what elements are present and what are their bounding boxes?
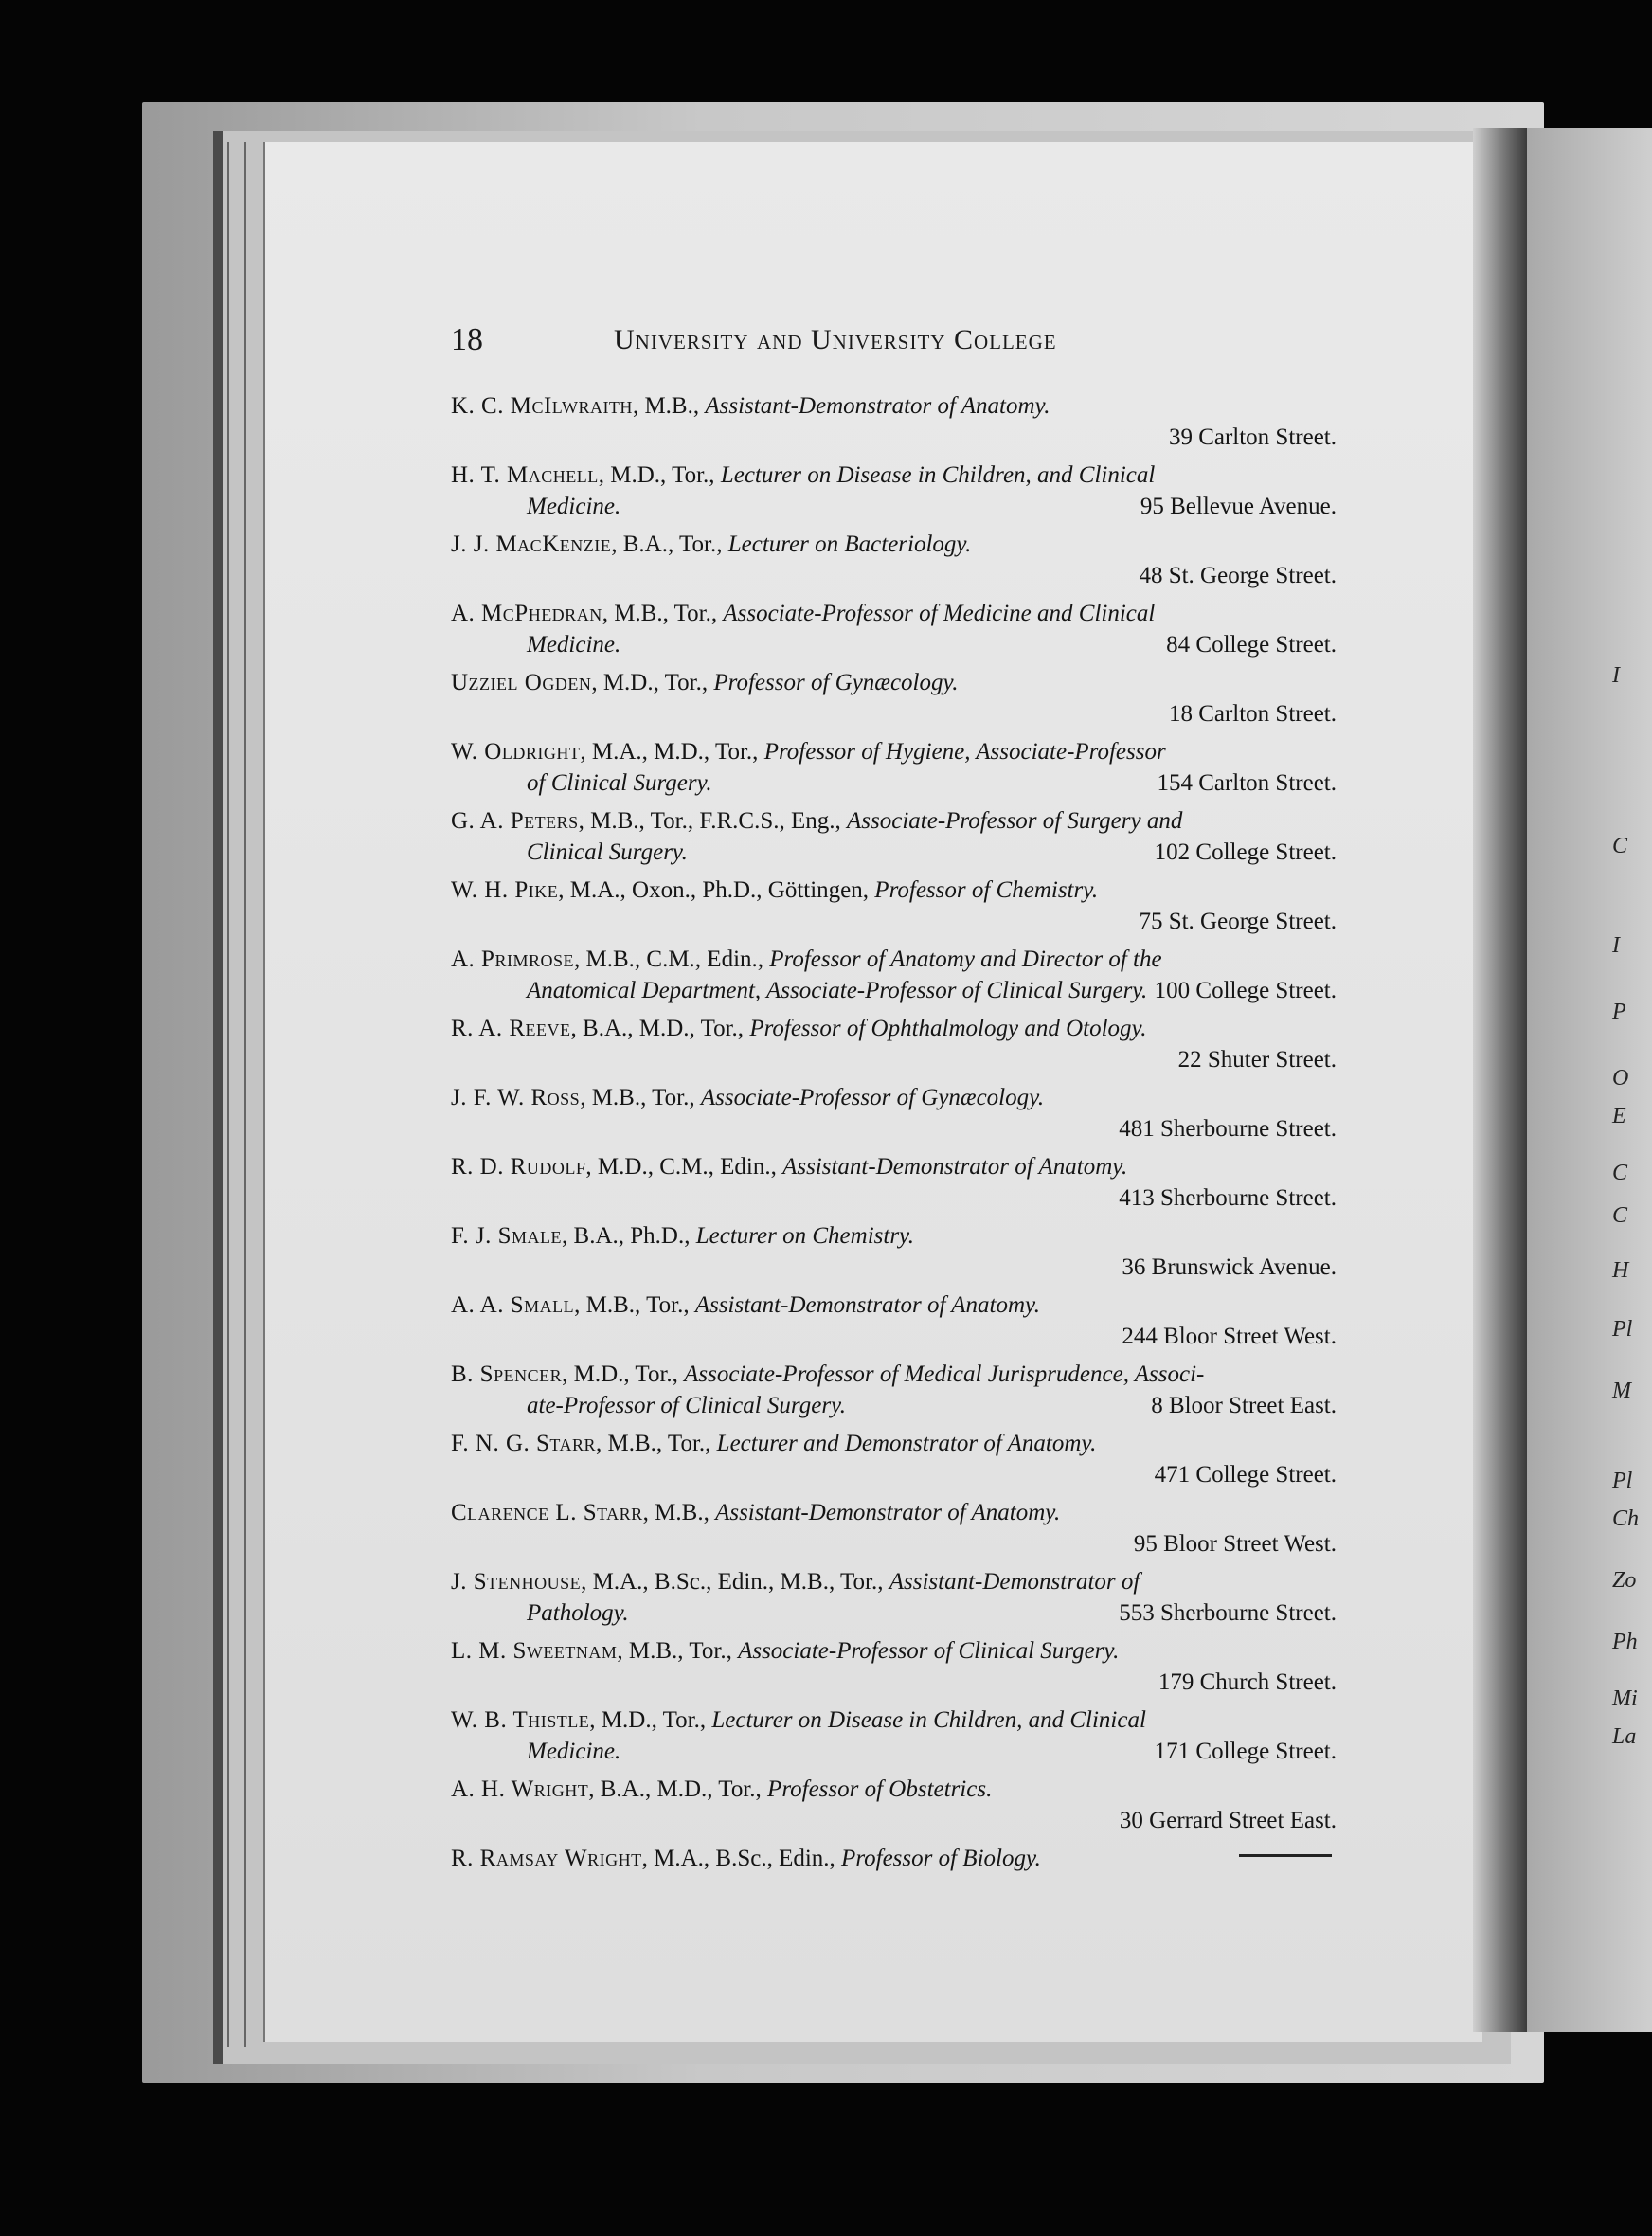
entry-name: R. A. Reeve bbox=[451, 1016, 571, 1041]
entry-second-line bbox=[451, 1182, 1337, 1214]
facing-page-fragment: E bbox=[1612, 1104, 1626, 1128]
facing-page-fragment: P bbox=[1612, 1000, 1626, 1024]
entry-first-line bbox=[451, 1428, 1337, 1459]
list-item bbox=[451, 390, 1337, 453]
entry-qualifications: , M.B., C.M., Edin., bbox=[573, 947, 770, 972]
list-item bbox=[451, 1843, 1337, 1874]
entry-name: Clarence L. Starr bbox=[451, 1500, 643, 1525]
entry-qualifications: , M.D., C.M., Edin., bbox=[585, 1154, 783, 1180]
entry-first-line bbox=[451, 529, 1337, 560]
page-edge-line bbox=[244, 142, 246, 2047]
list-item bbox=[451, 1082, 1337, 1145]
entry-role-continuation: Medicine. bbox=[527, 494, 621, 519]
entry-second-line bbox=[451, 491, 1337, 522]
entry-second-line bbox=[451, 1113, 1337, 1145]
entry-role-continuation: Pathology. bbox=[527, 1600, 629, 1626]
entry-second-line bbox=[451, 1044, 1337, 1075]
entry-second-line bbox=[451, 698, 1337, 730]
entry-name: K. C. McIlwraith bbox=[451, 393, 633, 419]
end-rule bbox=[1239, 1854, 1332, 1857]
entry-first-line bbox=[451, 875, 1337, 906]
facing-page-fragment: C bbox=[1612, 834, 1628, 858]
list-item bbox=[451, 529, 1337, 591]
entry-role-continuation: of Clinical Surgery. bbox=[527, 770, 712, 796]
entry-name: A. Primrose bbox=[451, 947, 574, 972]
entry-second-line bbox=[451, 767, 1337, 799]
entry-role: Assistant-Demonstrator of Anatomy. bbox=[715, 1500, 1061, 1525]
facing-page-fragment: H bbox=[1612, 1258, 1629, 1283]
entry-address: 75 St. George Street. bbox=[1139, 909, 1337, 934]
list-item bbox=[451, 1774, 1337, 1836]
facing-page-fragment: Pl bbox=[1612, 1317, 1633, 1342]
entry-name: F. J. Smale bbox=[451, 1223, 563, 1249]
entry-address: 100 College Street. bbox=[1154, 978, 1337, 1003]
entry-first-line bbox=[451, 598, 1337, 629]
entry-address: 179 Church Street. bbox=[1158, 1669, 1337, 1695]
entry-role: Professor of Chemistry. bbox=[874, 877, 1099, 903]
entry-name: B. Spencer bbox=[451, 1361, 563, 1387]
entry-role: Lecturer on Disease in Children, and Clinical bbox=[720, 462, 1156, 488]
entry-name: A. McPhedran bbox=[451, 601, 602, 626]
facing-page-fragment: O bbox=[1612, 1066, 1629, 1091]
entry-role: Associate-Professor of Clinical Surgery. bbox=[738, 1638, 1120, 1664]
entry-second-line bbox=[451, 422, 1337, 453]
entry-first-line bbox=[451, 1359, 1337, 1390]
entry-role: Associate-Professor of Surgery and bbox=[847, 808, 1183, 834]
entry-qualifications: , M.B., Tor., bbox=[617, 1638, 739, 1664]
entry-name: W. B. Thistle bbox=[451, 1707, 590, 1733]
facing-page-fragment: I bbox=[1612, 933, 1620, 958]
entry-address: 102 College Street. bbox=[1154, 839, 1337, 865]
entry-address: 39 Carlton Street. bbox=[1168, 424, 1337, 450]
list-item bbox=[451, 1635, 1337, 1698]
entry-second-line bbox=[451, 1736, 1337, 1767]
entry-qualifications: , M.B., bbox=[632, 393, 706, 419]
entry-address: 413 Sherbourne Street. bbox=[1119, 1185, 1337, 1211]
facing-page-fragment: Zo bbox=[1612, 1568, 1637, 1593]
entry-role-continuation: ate-Professor of Clinical Surgery. bbox=[527, 1393, 847, 1418]
entry-address: 171 College Street. bbox=[1154, 1739, 1337, 1764]
entry-first-line bbox=[451, 1289, 1337, 1321]
entry-name: W. H. Pike bbox=[451, 877, 559, 903]
entry-address: 481 Sherbourne Street. bbox=[1119, 1116, 1337, 1142]
list-item bbox=[451, 460, 1337, 522]
page-number: 18 bbox=[451, 322, 483, 357]
entry-name: W. Oldright bbox=[451, 739, 581, 765]
entry-role: Assistant-Demonstrator of Anatomy. bbox=[694, 1292, 1040, 1318]
entry-qualifications: , M.D., Tor., bbox=[591, 670, 714, 695]
entry-first-line bbox=[451, 805, 1337, 837]
entry-first-line bbox=[451, 1774, 1337, 1805]
entry-role: Lecturer on Chemistry. bbox=[695, 1223, 915, 1249]
entry-qualifications: , M.B., Tor., bbox=[595, 1431, 717, 1456]
entry-qualifications: , B.A., M.D., Tor., bbox=[570, 1016, 750, 1041]
facing-page-fragment: La bbox=[1612, 1724, 1637, 1749]
entry-first-line bbox=[451, 1220, 1337, 1252]
entry-qualifications: , B.A., Tor., bbox=[611, 532, 728, 557]
list-item bbox=[451, 805, 1337, 868]
entry-qualifications: , M.D., Tor., bbox=[598, 462, 721, 488]
entry-name: Uzziel Ogden bbox=[451, 670, 592, 695]
entry-second-line bbox=[451, 1321, 1337, 1352]
facing-page-fragment: Ch bbox=[1612, 1506, 1640, 1531]
list-item bbox=[451, 1704, 1337, 1767]
list-item bbox=[451, 875, 1337, 937]
entry-role-continuation: Medicine. bbox=[527, 1739, 621, 1764]
facing-page-fragment: Pl bbox=[1612, 1469, 1633, 1493]
entry-address: 22 Shuter Street. bbox=[1177, 1047, 1337, 1073]
entry-role: Assistant-Demonstrator of Anatomy. bbox=[782, 1154, 1128, 1180]
entry-second-line bbox=[451, 1667, 1337, 1698]
entry-role: Professor of Ophthalmology and Otology. bbox=[749, 1016, 1147, 1041]
entry-address: 553 Sherbourne Street. bbox=[1119, 1600, 1337, 1626]
facing-page-fragment: Mi bbox=[1612, 1686, 1638, 1711]
entry-role: Professor of Anatomy and Director of the bbox=[769, 947, 1162, 972]
entry-second-line bbox=[451, 1252, 1337, 1283]
faculty-list bbox=[451, 390, 1337, 1881]
list-item bbox=[451, 667, 1337, 730]
entry-role: Associate-Professor of Gynæcology. bbox=[700, 1085, 1045, 1110]
entry-role: Lecturer on Disease in Children, and Clinical bbox=[711, 1707, 1146, 1733]
list-item bbox=[451, 1359, 1337, 1421]
entry-name: L. M. Sweetnam bbox=[451, 1638, 618, 1664]
running-header bbox=[451, 322, 1322, 360]
entry-first-line bbox=[451, 390, 1337, 422]
entry-role: Associate-Professor of Medicine and Clinical bbox=[723, 601, 1156, 626]
book-gutter bbox=[1473, 128, 1530, 2032]
entry-second-line bbox=[451, 560, 1337, 591]
entry-qualifications: , M.B., Tor., bbox=[602, 601, 724, 626]
running-title: University and University College bbox=[614, 324, 1057, 355]
entry-name: R. D. Rudolf bbox=[451, 1154, 586, 1180]
entry-address: 30 Gerrard Street East. bbox=[1119, 1808, 1337, 1833]
entry-first-line bbox=[451, 667, 1337, 698]
entry-qualifications: , M.A., Oxon., Ph.D., Göttingen, bbox=[558, 877, 875, 903]
entry-role-continuation: Anatomical Department, Associate-Professor of Clinical Surgery. bbox=[527, 978, 1148, 1003]
entry-name: J. F. W. Ross bbox=[451, 1085, 581, 1110]
list-item bbox=[451, 1289, 1337, 1352]
list-item bbox=[451, 1566, 1337, 1629]
list-item bbox=[451, 1497, 1337, 1560]
facing-page-fragment: C bbox=[1612, 1161, 1628, 1185]
entry-role: Professor of Obstetrics. bbox=[767, 1776, 993, 1802]
entry-first-line bbox=[451, 1704, 1337, 1736]
facing-page-fragment: C bbox=[1612, 1203, 1628, 1228]
entry-role: Assistant-Demonstrator of Anatomy. bbox=[705, 393, 1050, 419]
entry-second-line bbox=[451, 1390, 1337, 1421]
entry-qualifications: , M.B., Tor., bbox=[574, 1292, 695, 1318]
facing-page-fragment: M bbox=[1612, 1379, 1631, 1403]
entry-first-line bbox=[451, 460, 1337, 491]
entry-address: 244 Bloor Street West. bbox=[1122, 1324, 1337, 1349]
page-edge-line bbox=[227, 142, 229, 2047]
entry-second-line bbox=[451, 1597, 1337, 1629]
entry-qualifications: , M.B., Tor., bbox=[580, 1085, 701, 1110]
entry-address: 8 Bloor Street East. bbox=[1151, 1393, 1337, 1418]
entry-second-line bbox=[451, 629, 1337, 660]
list-item bbox=[451, 1013, 1337, 1075]
entry-qualifications: , M.B., bbox=[642, 1500, 716, 1525]
entry-name: R. Ramsay Wright bbox=[451, 1846, 642, 1871]
entry-role: Professor of Gynæcology. bbox=[713, 670, 959, 695]
entry-qualifications: , M.D., Tor., bbox=[589, 1707, 712, 1733]
entry-address: 95 Bloor Street West. bbox=[1133, 1531, 1337, 1557]
entry-address: 95 Bellevue Avenue. bbox=[1140, 494, 1337, 519]
list-item bbox=[451, 736, 1337, 799]
entry-address: 154 Carlton Street. bbox=[1157, 770, 1337, 796]
entry-second-line bbox=[451, 1805, 1337, 1836]
entry-name: H. T. Machell bbox=[451, 462, 599, 488]
entry-qualifications: , M.D., Tor., bbox=[562, 1361, 685, 1387]
entry-second-line bbox=[451, 1528, 1337, 1560]
entry-first-line bbox=[451, 1635, 1337, 1667]
entry-qualifications: , M.B., Tor., F.R.C.S., Eng., bbox=[578, 808, 847, 834]
entry-first-line bbox=[451, 1566, 1337, 1597]
entry-address: 471 College Street. bbox=[1154, 1462, 1337, 1488]
list-item bbox=[451, 598, 1337, 660]
entry-qualifications: , M.A., B.Sc., Edin., bbox=[641, 1846, 842, 1871]
entry-role: Professor of Biology. bbox=[841, 1846, 1041, 1871]
entry-first-line bbox=[451, 736, 1337, 767]
entry-role: Professor of Hygiene, Associate-Professor bbox=[763, 739, 1166, 765]
facing-page-fragment: Ph bbox=[1612, 1630, 1638, 1654]
list-item bbox=[451, 1220, 1337, 1283]
entry-role: Assistant-Demonstrator of bbox=[889, 1569, 1140, 1595]
list-item bbox=[451, 944, 1337, 1006]
facing-page bbox=[1527, 128, 1652, 2032]
facing-page-fragment: I bbox=[1612, 663, 1620, 688]
entry-second-line bbox=[451, 1459, 1337, 1490]
entry-address: 18 Carlton Street. bbox=[1168, 701, 1337, 727]
entry-second-line bbox=[451, 975, 1337, 1006]
entry-first-line bbox=[451, 1843, 1337, 1874]
entry-name: J. J. MacKenzie bbox=[451, 532, 612, 557]
entry-qualifications: , B.A., M.D., Tor., bbox=[588, 1776, 768, 1802]
entry-first-line bbox=[451, 1151, 1337, 1182]
entry-qualifications: , M.A., B.Sc., Edin., M.B., Tor., bbox=[581, 1569, 889, 1595]
entry-name: G. A. Peters bbox=[451, 808, 579, 834]
entry-address: 84 College Street. bbox=[1166, 632, 1337, 658]
list-item bbox=[451, 1428, 1337, 1490]
entry-role: Associate-Professor of Medical Jurisprudence, Associ- bbox=[684, 1361, 1205, 1387]
entry-address: 48 St. George Street. bbox=[1139, 563, 1337, 588]
entry-qualifications: , B.A., Ph.D., bbox=[562, 1223, 696, 1249]
entry-role-continuation: Medicine. bbox=[527, 632, 621, 658]
entry-role-continuation: Clinical Surgery. bbox=[527, 839, 688, 865]
entry-second-line bbox=[451, 906, 1337, 937]
list-item bbox=[451, 1151, 1337, 1214]
entry-role: Lecturer and Demonstrator of Anatomy. bbox=[716, 1431, 1097, 1456]
entry-role: Lecturer on Bacteriology. bbox=[727, 532, 972, 557]
entry-qualifications: , M.A., M.D., Tor., bbox=[580, 739, 764, 765]
entry-first-line bbox=[451, 1082, 1337, 1113]
entry-second-line bbox=[451, 837, 1337, 868]
entry-address: 36 Brunswick Avenue. bbox=[1122, 1254, 1337, 1280]
entry-first-line bbox=[451, 1013, 1337, 1044]
entry-name: F. N. G. Starr bbox=[451, 1431, 596, 1456]
entry-name: A. A. Small bbox=[451, 1292, 575, 1318]
entry-first-line bbox=[451, 944, 1337, 975]
entry-first-line bbox=[451, 1497, 1337, 1528]
entry-name: J. Stenhouse bbox=[451, 1569, 582, 1595]
entry-name: A. H. Wright bbox=[451, 1776, 589, 1802]
